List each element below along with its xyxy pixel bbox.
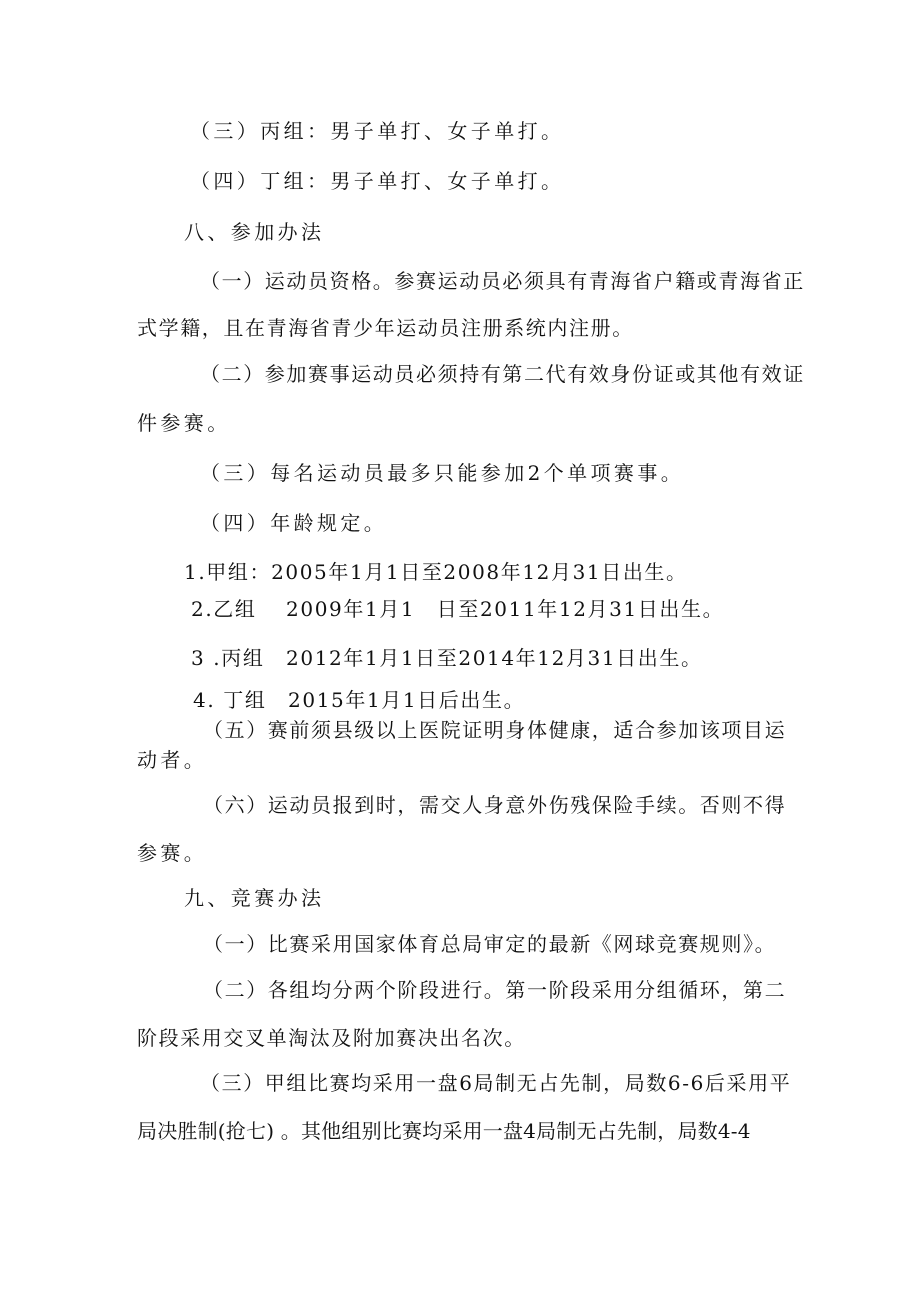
text-line: （四）丁组：男子单打、女子单打。	[190, 169, 565, 193]
text-line: 件参赛。	[137, 411, 231, 435]
text-line: 2.乙组 2009年1月1 日至2011年12月31日出生。	[191, 597, 725, 621]
text-line: （二）参加赛事运动员必须持有第二代有效身份证或其他有效证	[200, 362, 805, 386]
text-line: （三）甲组比赛均采用一盘6局制无占先制，局数6-6后采用平	[200, 1071, 792, 1095]
text-line: （三）每名运动员最多只能参加2个单项赛事。	[200, 461, 685, 485]
text-line: 3 .丙组 2012年1月1日至2014年12月31日出生。	[191, 646, 703, 670]
text-line: （一）比赛采用国家体育总局审定的最新《网球竞赛规则》。	[203, 932, 777, 956]
text-line: 动者。	[137, 748, 208, 772]
text-line: 1.甲组：2005年1月1日至2008年12月31日出生。	[184, 560, 688, 584]
section-heading: 九、竞赛办法	[184, 886, 325, 910]
text-line: 局决胜制(抢七) 。其他组别比赛均采用一盘4局制无占先制，局数4-4	[137, 1119, 751, 1143]
text-line: （五）赛前须县级以上医院证明身体健康，适合参加该项目运	[203, 718, 787, 742]
text-line: 参赛。	[137, 841, 208, 865]
text-line: （三）丙组：男子单打、女子单打。	[190, 119, 565, 143]
text-line: 4. 丁组 2015年1月1日后出生。	[193, 688, 526, 712]
text-line: 式学籍，且在青海省青少年运动员注册系统内注册。	[137, 316, 634, 340]
text-line: （一）运动员资格。参赛运动员必须具有青海省户籍或青海省正	[200, 269, 805, 293]
text-line: （四）年龄规定。	[200, 511, 388, 535]
section-heading: 八、参加办法	[184, 220, 325, 244]
text-line: 阶段采用交叉单淘汰及附加赛决出名次。	[137, 1026, 526, 1050]
text-line: （六）运动员报到时，需交人身意外伤残保险手续。否则不得	[203, 793, 787, 817]
text-line: （二）各组均分两个阶段进行。第一阶段采用分组循环，第二	[203, 978, 787, 1002]
